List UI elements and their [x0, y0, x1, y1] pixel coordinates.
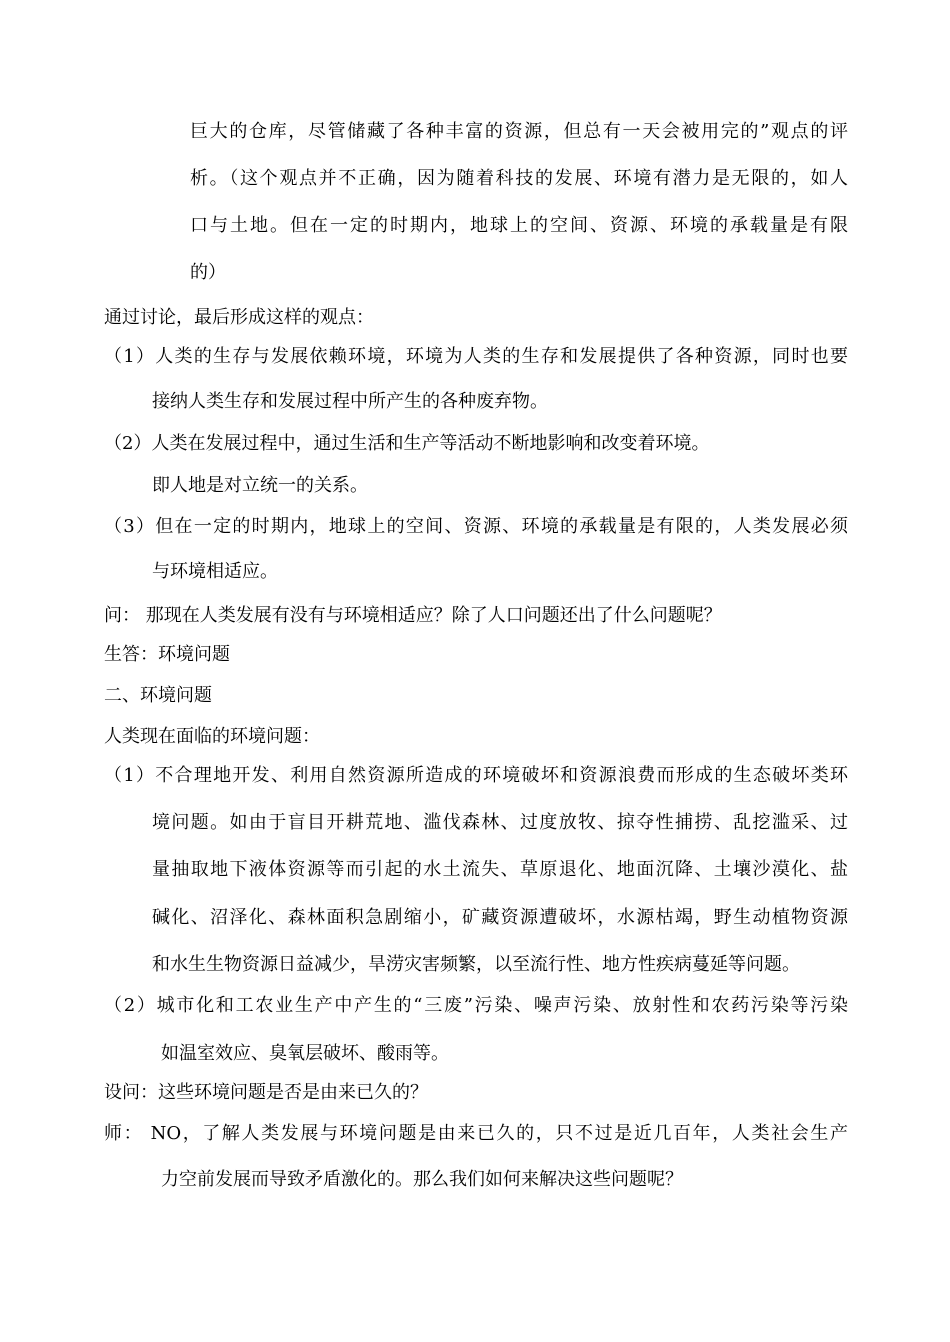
list-item-1: （1）不合理地开发、利用自然资源所造成的环境破坏和资源浪费而形成的生态破坏类环: [104, 765, 848, 786]
list-item-1: （1）人类的生存与发展依赖环境，环境为人类的生存和发展提供了各种资源，同时也要: [104, 346, 848, 367]
text-line: 量抽取地下液体资源等而引起的水土流失、草原退化、地面沉降、土壤沙漠化、盐: [152, 859, 848, 880]
text-line: 碱化、沼泽化、森林面积急剧缩小，矿藏资源遭破坏，水源枯竭，野生动植物资源: [152, 907, 848, 928]
section-heading: 二、环境问题: [104, 685, 212, 706]
text-line: 境问题。如由于盲目开耕荒地、滥伐森林、过度放牧、掠夺性捕捞、乱挖滥采、过: [152, 812, 848, 833]
text-line: 和水生生物资源日益减少，旱涝灾害频繁，以至流行性、地方性疾病蔓延等问题。: [152, 954, 800, 975]
question-line: 设问：这些环境问题是否是由来已久的？: [104, 1082, 428, 1103]
text-line: 通过讨论，最后形成这样的观点：: [104, 307, 374, 328]
answer-line: 生答：环境问题: [104, 644, 230, 665]
text-line: 如温室效应、臭氧层破坏、酸雨等。: [161, 1043, 449, 1064]
text-line: 巨大的仓库，尽管储藏了各种丰富的资源，但总有一天会被用完的”观点的评: [190, 121, 848, 142]
text-line: 与环境相适应。: [152, 561, 278, 582]
teacher-line: 师： NO，了解人类发展与环境问题是由来已久的，只不过是近几百年，人类社会生产: [104, 1123, 848, 1144]
text-line: 析。（这个观点并不正确，因为随着科技的发展、环境有潜力是无限的，如人: [190, 168, 848, 189]
list-item-3: （3）但在一定的时期内，地球上的空间、资源、环境的承载量是有限的，人类发展必须: [104, 516, 848, 537]
list-item-2: （2）城市化和工农业生产中产生的“三废”污染、噪声污染、放射性和农药污染等污染: [104, 995, 848, 1016]
text-line: 人类现在面临的环境问题：: [104, 726, 320, 747]
text-line: 口与土地。但在一定的时期内，地球上的空间、资源、环境的承载量是有限: [190, 215, 848, 236]
text-line: 的）: [190, 262, 226, 283]
text-line: 即人地是对立统一的关系。: [152, 475, 368, 496]
question-line: 问： 那现在人类发展有没有与环境相适应？除了人口问题还出了什么问题呢？: [104, 605, 722, 626]
text-line: 力空前发展而导致矛盾激化的。那么我们如何来解决这些问题呢？: [161, 1169, 683, 1190]
list-item-2: （2）人类在发展过程中，通过生活和生产等活动不断地影响和改变着环境。: [104, 433, 710, 454]
text-line: 接纳人类生存和发展过程中所产生的各种废弃物。: [152, 391, 548, 412]
